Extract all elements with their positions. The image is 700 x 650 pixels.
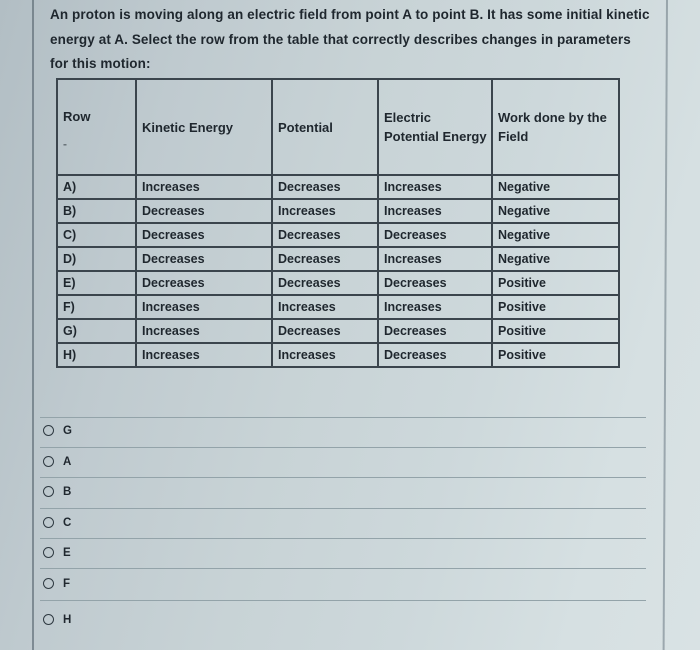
option-a[interactable] <box>43 452 72 471</box>
cell-potential: Increases <box>272 343 378 367</box>
cell-work: Negative <box>492 199 619 223</box>
cell-epe: Decreases <box>378 343 492 367</box>
cell-epe: Decreases <box>378 223 492 247</box>
header-potential: Potential <box>272 79 378 175</box>
option-label: A <box>63 455 72 468</box>
radio-icon[interactable] <box>43 456 54 467</box>
option-divider <box>40 600 646 601</box>
option-label: F <box>63 577 71 590</box>
header-work-done-by-field: Work done by the Field <box>492 79 619 175</box>
option-e[interactable] <box>43 543 71 562</box>
radio-icon[interactable] <box>43 486 54 497</box>
cell-kinetic: Decreases <box>136 223 272 247</box>
option-divider <box>40 417 646 418</box>
cell-row-label: D) <box>57 247 136 271</box>
cell-epe: Increases <box>378 295 492 319</box>
option-label: C <box>63 516 72 529</box>
cell-work: Positive <box>492 295 619 319</box>
cell-potential: Decreases <box>272 271 378 295</box>
option-label: B <box>63 485 72 498</box>
header-kinetic-energy: Kinetic Energy <box>136 79 272 175</box>
cell-potential: Decreases <box>272 175 378 199</box>
cell-row-label: F) <box>57 295 136 319</box>
cell-epe: Increases <box>378 175 492 199</box>
option-divider <box>40 447 646 448</box>
option-h[interactable] <box>43 610 72 629</box>
cell-work: Positive <box>492 343 619 367</box>
option-divider <box>40 508 646 509</box>
cell-potential: Decreases <box>272 247 378 271</box>
cell-epe: Decreases <box>378 271 492 295</box>
row-header-mark: - <box>63 136 67 151</box>
cell-row-label: B) <box>57 199 136 223</box>
cell-row-label: G) <box>57 319 136 343</box>
option-g[interactable] <box>43 421 72 440</box>
cell-kinetic: Increases <box>136 295 272 319</box>
cell-kinetic: Increases <box>136 319 272 343</box>
cell-row-label: A) <box>57 175 136 199</box>
cell-kinetic: Decreases <box>136 247 272 271</box>
radio-icon[interactable] <box>43 578 54 589</box>
option-divider <box>40 538 646 539</box>
cell-epe: Increases <box>378 199 492 223</box>
cell-epe: Decreases <box>378 319 492 343</box>
radio-icon[interactable] <box>43 547 54 558</box>
option-label: H <box>63 613 72 626</box>
cell-work: Positive <box>492 271 619 295</box>
cell-epe: Increases <box>378 247 492 271</box>
cell-row-label: H) <box>57 343 136 367</box>
radio-icon[interactable] <box>43 614 54 625</box>
cell-row-label: C) <box>57 223 136 247</box>
header-row-col: Row - <box>57 79 136 175</box>
option-divider <box>40 477 646 478</box>
cell-work: Negative <box>492 223 619 247</box>
cell-kinetic: Increases <box>136 343 272 367</box>
option-divider <box>40 568 646 569</box>
header-electric-potential-energy: Electric Potential Energy <box>378 79 492 175</box>
option-b[interactable] <box>43 482 72 501</box>
cell-work: Positive <box>492 319 619 343</box>
radio-icon[interactable] <box>43 517 54 528</box>
cell-work: Negative <box>492 247 619 271</box>
cell-kinetic: Increases <box>136 175 272 199</box>
option-f[interactable] <box>43 574 70 593</box>
option-label: E <box>63 546 71 559</box>
cell-potential: Decreases <box>272 319 378 343</box>
cell-row-label: E) <box>57 271 136 295</box>
cell-potential: Increases <box>272 295 378 319</box>
cell-potential: Decreases <box>272 223 378 247</box>
cell-kinetic: Decreases <box>136 271 272 295</box>
cell-potential: Increases <box>272 199 378 223</box>
question-text: An proton is moving along an electric field from point A to point B. It has some initial kinetic energy at A. Select the row from the table that correctly describes changes in parameters for this motion: <box>50 7 650 71</box>
option-label: G <box>63 424 73 437</box>
cell-kinetic: Decreases <box>136 199 272 223</box>
option-c[interactable] <box>43 513 72 532</box>
radio-icon[interactable] <box>43 425 54 436</box>
cell-work: Negative <box>492 175 619 199</box>
